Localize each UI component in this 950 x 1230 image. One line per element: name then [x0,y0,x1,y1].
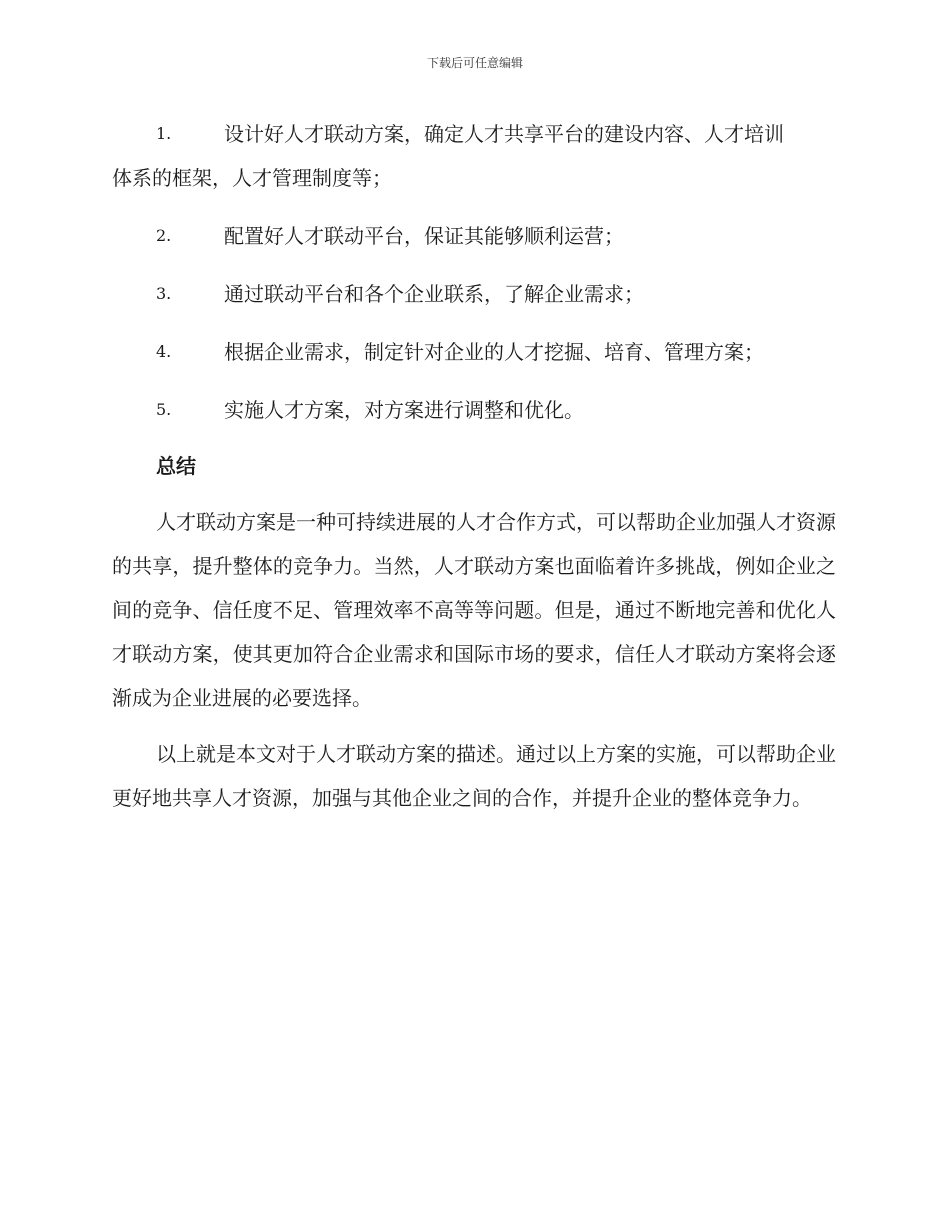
list-item-step-1 [112,112,836,200]
page-header: 下载后可任意编辑 [426,56,523,70]
summary-paragraph-2: 以上就是本文对于人才联动方案的描述。通过以上方案的实施，可以帮助企业更好地共享人才资源，加强与其他企业之间的合作，并提升企业的整体竞争力。 [112,742,836,810]
list-item-text: 配置好人才联动平台，保证其能够顺利运营； [224,224,624,248]
list-item-step-2 [112,214,836,258]
list-number: 2. [156,226,172,245]
list-item-text: 设计好人才联动方案，确定人才共享平台的建设内容、人才培训 [224,122,784,146]
list-item-text: 根据企业需求，制定针对企业的人才挖掘、培育、管理方案； [224,340,764,364]
list-item-step-3 [112,272,836,316]
list-number: 5. [156,400,172,419]
summary-paragraph-1: 人才联动方案是一种可持续进展的人才合作方式，可以帮助企业加强人才资源的共享，提升整体的竞争力。当然，人才联动方案也面临着许多挑战，例如企业之间的竞争、信任度不足、管理效率不高等等问题。但是，通过不断地完善和优化人才联动方案，使其更加符合企业需求和国际市场的要求，信任人才联动方案将会逐渐成为企业进展的必要选择。 [112,510,836,710]
document-body [112,112,836,820]
section-heading-summary: 总结 [156,454,196,478]
list-item-step-5 [112,388,836,432]
list-item-step-4 [112,330,836,374]
list-item-text: 通过联动平台和各个企业联系，了解企业需求； [224,282,644,306]
list-number: 3. [156,284,172,303]
list-item-text-continued: 体系的框架，人才管理制度等； [112,166,392,190]
list-number: 4. [156,342,172,361]
list-number: 1. [156,124,172,143]
list-item-text: 实施人才方案，对方案进行调整和优化。 [224,398,584,422]
